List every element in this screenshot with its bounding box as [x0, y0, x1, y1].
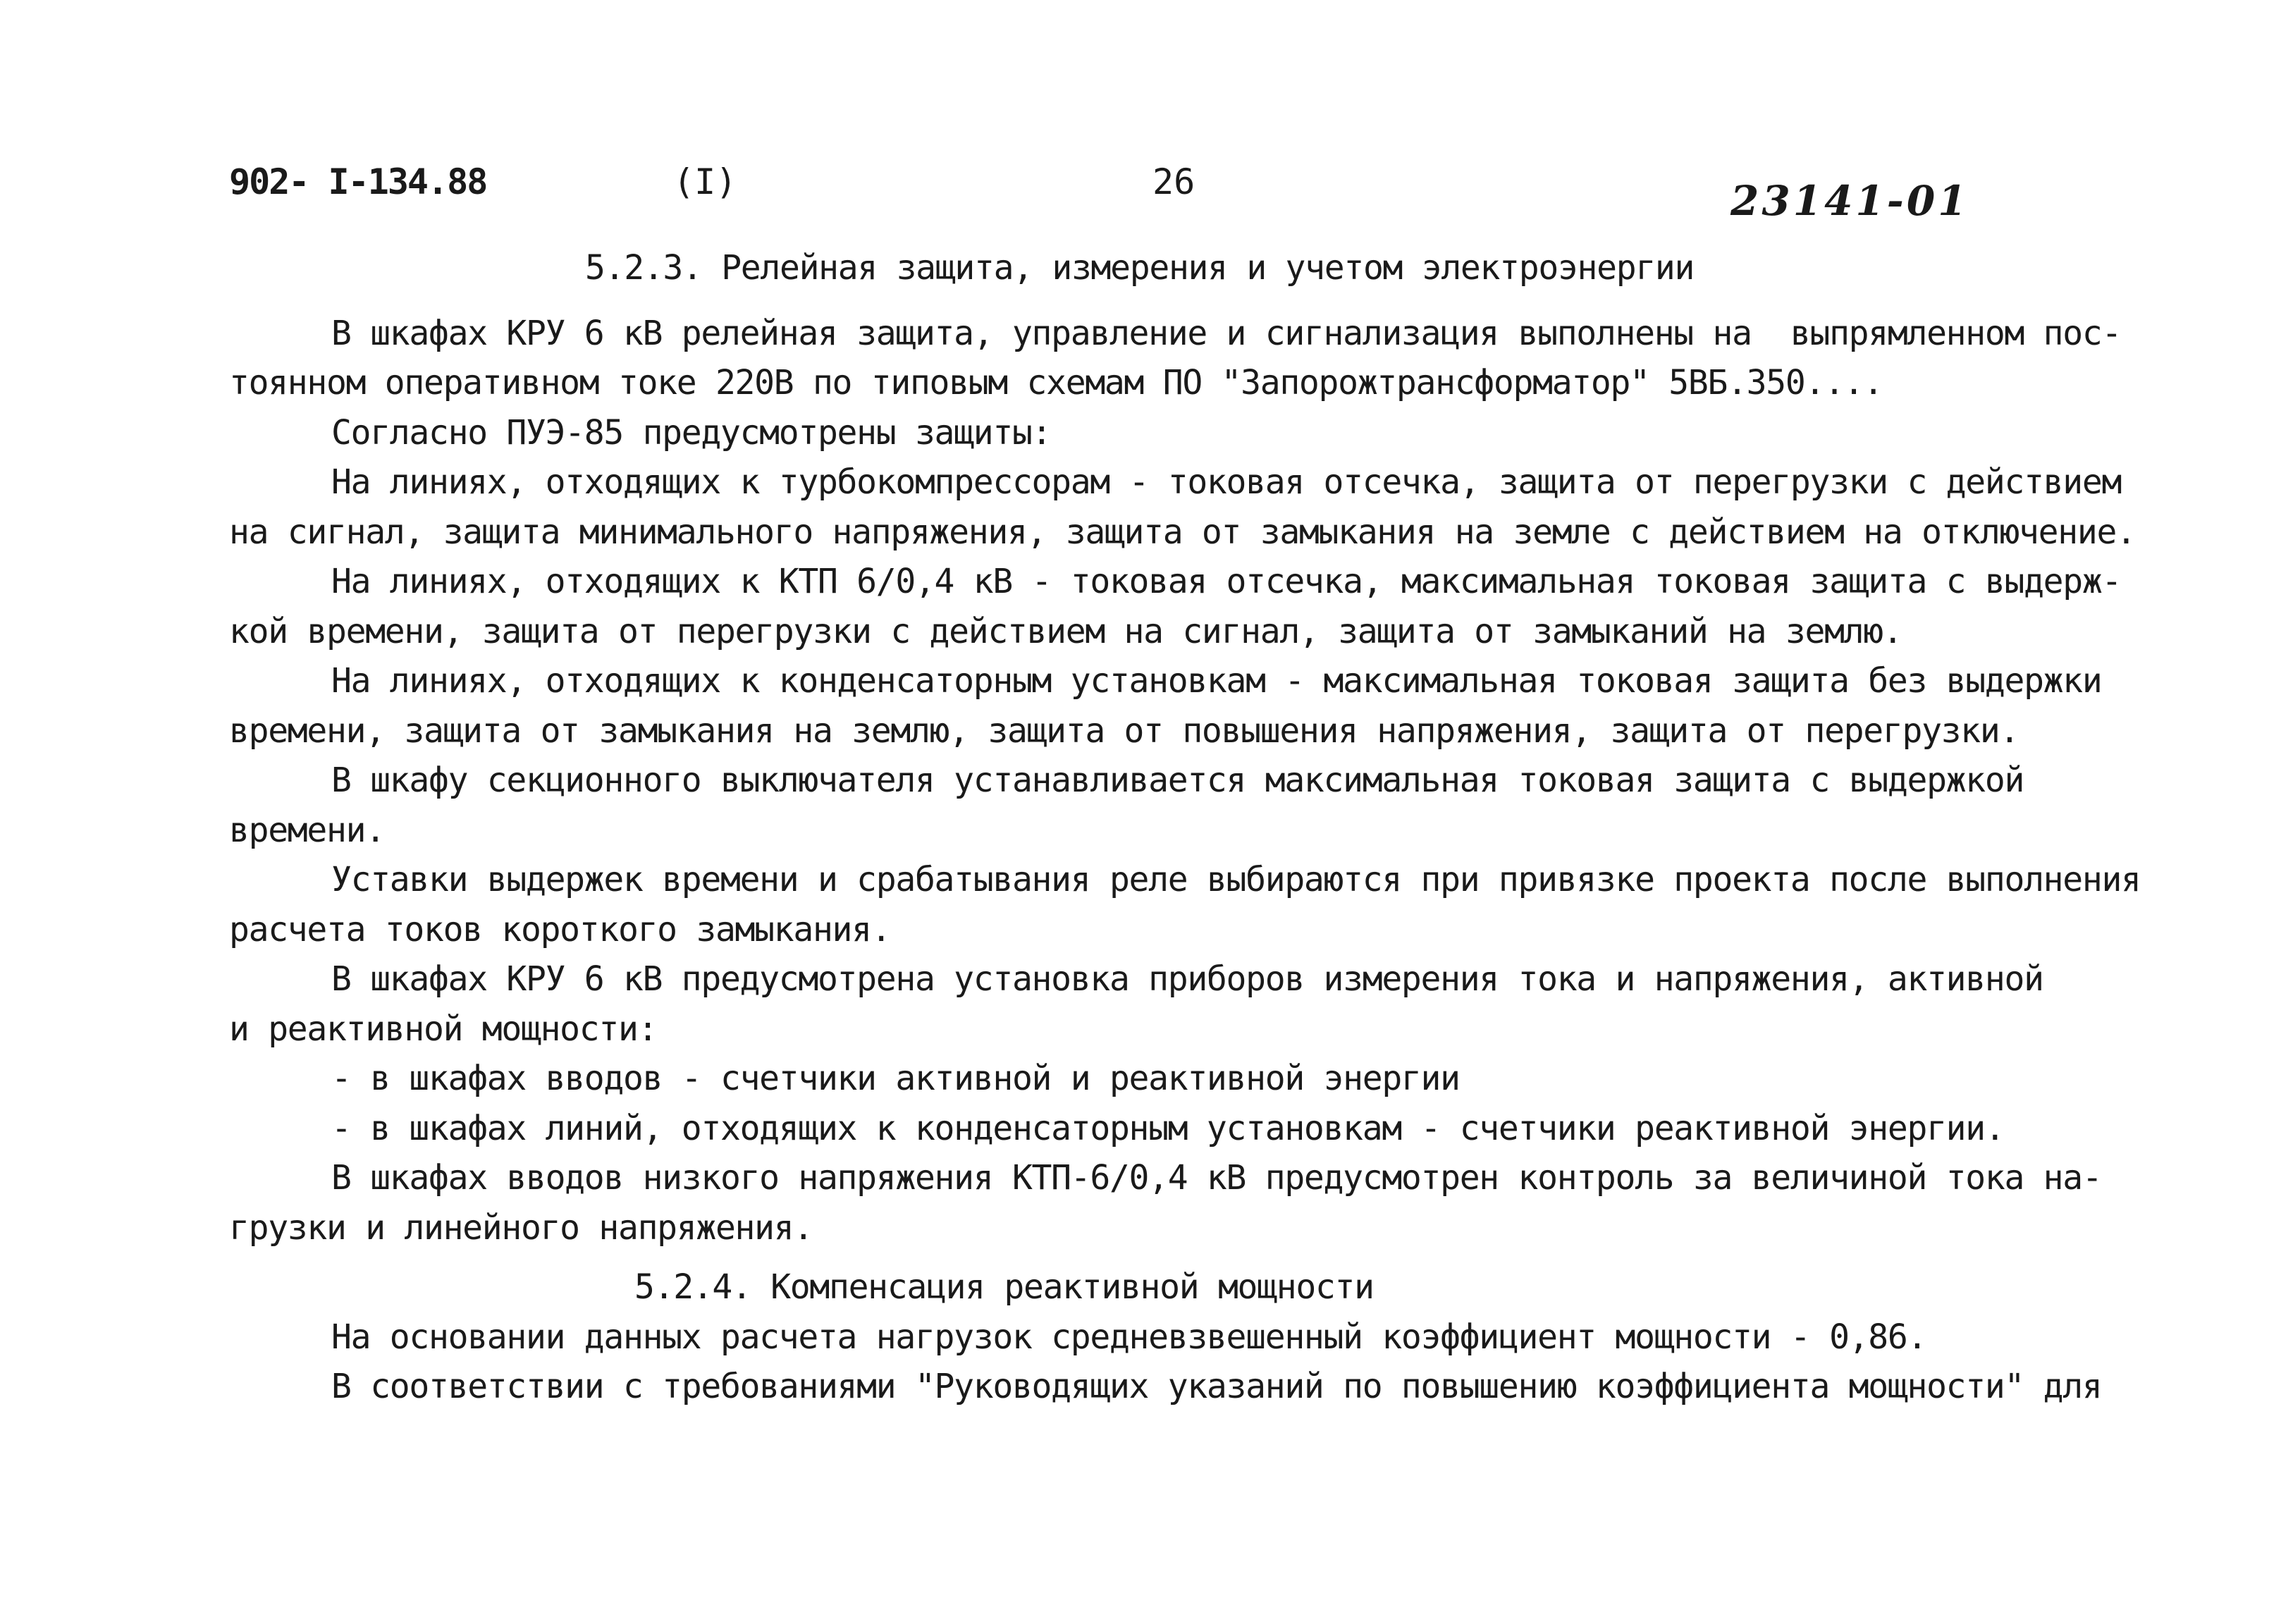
document-code: 902- I-134.88: [229, 161, 487, 202]
document-body: [229, 243, 2203, 1412]
paragraph-line: грузки и линейного напряжения.: [229, 1207, 813, 1248]
paragraph-line: В шкафах КРУ 6 кВ релейная защита, управление и сигнализация выполнены на выпрямленном пос-: [331, 313, 2122, 353]
paragraph-line: на сигнал, защита минимального напряжения, защита от замыкания на земле с действием на отключение.: [229, 512, 2136, 552]
paragraph-line: и реактивной мощности:: [229, 1009, 658, 1049]
paragraph-line: В шкафах вводов низкого напряжения КТП-6/0,4 кВ предусмотрен контроль за величиной тока на-: [331, 1158, 2102, 1198]
document-part: (I): [673, 161, 737, 202]
paragraph-line: В шкафу секционного выключателя устанавливается максимальная токовая защита с выдержкой: [331, 761, 2024, 800]
paragraph-line: расчета токов короткого замыкания.: [229, 909, 891, 949]
paragraph-line: Согласно ПУЭ-85 предусмотрены защиты:: [331, 412, 1052, 453]
paragraph-line: времени, защита от замыкания на землю, защита от повышения напряжения, защита от перегрузки.: [229, 710, 2019, 751]
list-item: - в шкафах вводов - счетчики активной и реактивной энергии: [331, 1059, 1460, 1098]
section-heading-5-2-4: 5.2.4. Компенсация реактивной мощности: [634, 1267, 1374, 1307]
paragraph-line: На линиях, отходящих к КТП 6/0,4 кВ - токовая отсечка, максимальная токовая защита с выдерж-: [331, 562, 2122, 601]
paragraph-line: кой времени, защита от перегрузки с действием на сигнал, защита от замыканий на землю.: [229, 611, 1902, 651]
paragraph-line: На линиях, отходящих к турбокомпрессорам - токовая отсечка, защита от перегрузки с действием: [331, 462, 2122, 502]
paragraph-line: На линиях, отходящих к конденсаторным установкам - максимальная токовая защита без выдержки: [331, 661, 2102, 701]
paragraph-line: Уставки выдержек времени и срабатывания реле выбираются при привязке проекта после выполнения: [331, 860, 2141, 899]
paragraph-line: В соответствии с требованиями "Руководящих указаний по повышению коэффициента мощности" для: [331, 1367, 2102, 1406]
paragraph-line: тоянном оперативном токе 220В по типовым схемам ПО "Запорожтрансформатор" 5ВБ.350....: [229, 363, 1883, 402]
paragraph-line: времени.: [229, 810, 385, 850]
section-heading-5-2-3: 5.2.3. Релейная защита, измерения и учетом электроэнергии: [585, 248, 1695, 288]
page-number: 26: [1152, 161, 1195, 202]
list-item: - в шкафах линий, отходящих к конденсаторным установкам - счетчики реактивной энергии.: [331, 1108, 2005, 1148]
paragraph-line: На основании данных расчета нагрузок средневзвешенный коэффициент мощности - 0,86.: [331, 1317, 1927, 1357]
handwritten-number: 23141-01: [1730, 177, 1969, 225]
paragraph-line: В шкафах КРУ 6 кВ предусмотрена установка приборов измерения тока и напряжения, активной: [331, 959, 2043, 999]
